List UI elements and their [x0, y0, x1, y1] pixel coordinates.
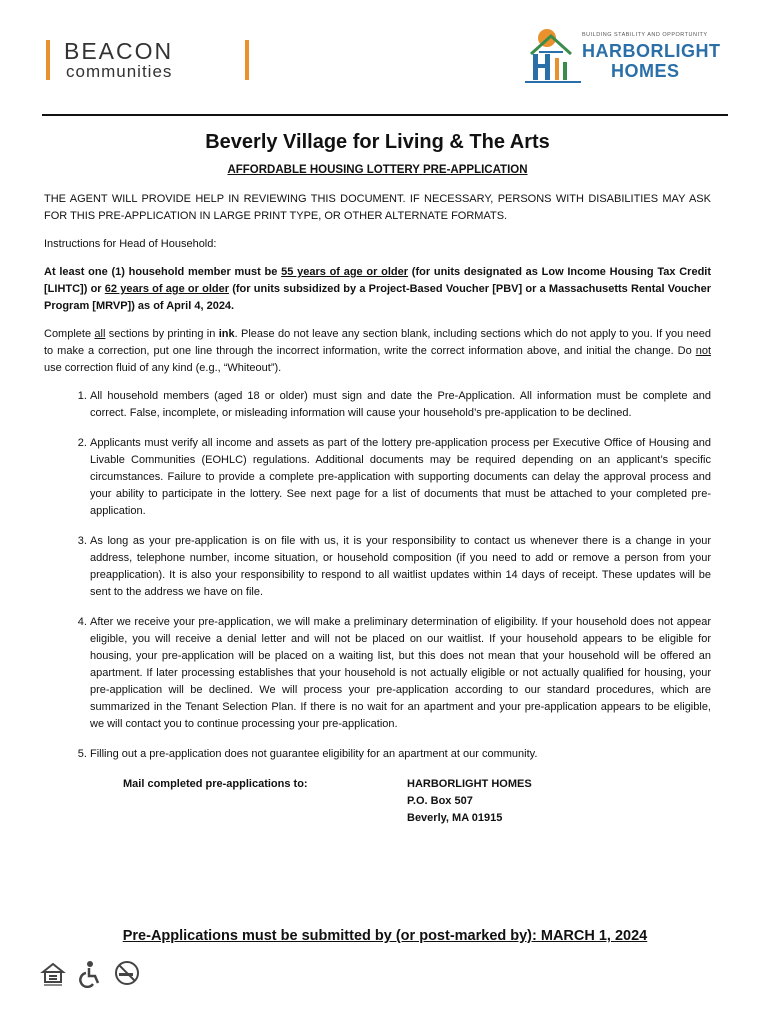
document-title: Beverly Village for Living & The Arts: [205, 131, 550, 153]
logo-bar-right: [245, 40, 249, 80]
complete-ink-emphasis: ink: [218, 328, 235, 340]
list-item: 1. All household members (aged 18 or older) must sign and date the Pre-Application. All information must be complete and correct. False, incomplete, or misleading information will cause your household’s pre-application to be declined.: [90, 388, 711, 422]
harbor-logo-line1: HARBORLIGHT: [582, 41, 721, 61]
list-item: 5. Filling out a pre-application does not guarantee eligibility for an apartment at our community.: [90, 746, 711, 763]
mail-address: [407, 776, 532, 827]
header-divider: [42, 114, 728, 116]
beacon-logo-line2: communities: [66, 62, 173, 81]
document-subtitle: AFFORDABLE HOUSING LOTTERY PRE-APPLICATION: [227, 164, 528, 176]
agent-notice: THE AGENT WILL PROVIDE HELP IN REVIEWING THIS DOCUMENT. IF NECESSARY, PERSONS WITH DISABILITIES MAY ASK FOR THIS PRE-APPLICATION IN LARGE PRINT TYPE, OR OTHER ALTERNATE FORMATS.: [44, 193, 711, 222]
eligibility-text-2: (for units designated as Low Income Housing Tax Credit [LIHTC]) or: [44, 266, 712, 295]
letterhead: [0, 0, 770, 115]
accessibility-icon: [78, 960, 102, 993]
harbor-logo-line2: HOMES: [611, 61, 680, 81]
list-item: 4. After we receive your pre-application, we will make a preliminary determination of eligibility. If your household does not appear eligible, you will receive a denial letter and will not be placed on our waitlist. If your household appears to be eligible for housing, your pre-application will be placed on a waiting list, but this does not mean that your household will be offered an apartment. If later processing establishes that your household is not actually eligible or not actually qualified for housing, your pre-application will be declined. We will process your pre-application according to our standard procedures, which are summarized in the Tenant Selection Plan. If there is no wait for an apartment and your pre-application appears to be eligible, we will contact you to continue processing your pre-application.: [90, 614, 711, 733]
complete-not-emphasis: not: [695, 345, 711, 357]
complete-all-emphasis: all: [94, 328, 106, 340]
complete-text-4: use correction fluid of any kind (e.g., “Whiteout”).: [44, 362, 282, 374]
mail-label: Mail completed pre-applications to:: [123, 778, 308, 790]
complete-text-1: Complete: [44, 328, 95, 340]
harborlight-house-icon: [525, 24, 581, 86]
equal-housing-opportunity-icon: [40, 960, 66, 993]
list-item: 2. Applicants must verify all income and assets as part of the lottery pre-application process per Executive Office of Housing and Livable Communities (EOHLC) regulations. Additional documents may be required depending on an applicant’s specific circumstances. Failure to provide a complete pre-application with supporting documents can delay the approval process and your ability to participate in the lottery. See next page for a list of documents that must be attached to your completed pre-application.: [90, 435, 711, 520]
document-body: [44, 128, 711, 832]
mail-address-line: P.O. Box 507: [407, 795, 473, 807]
complete-instructions-paragraph: [44, 326, 711, 377]
eligibility-text-3: (for units subsidized by a Project-Based Voucher [PBV] or a Massachusetts Rental Voucher Program [MRVP]) as of April 4, 2024.: [44, 283, 711, 312]
age-55-requirement: 55 years of age or older: [281, 266, 409, 278]
harbor-tagline: BUILDING STABILITY AND OPPORTUNITY: [582, 32, 708, 38]
instructions-heading: Instructions for Head of Household:: [44, 238, 217, 250]
list-item: 3. As long as your pre-application is on file with us, it is your responsibility to contact us whenever there is a change in your address, telephone number, income situation, or household composition (if you need to add or remove a person from your preapplication). It is also your responsibility to respond to all waitlist updates within 14 days of receipt. These updates will be sent to the address we have on file.: [90, 533, 711, 601]
logo-bar-left: [46, 40, 50, 80]
mail-address-line: HARBORLIGHT HOMES: [407, 778, 532, 790]
harborlight-homes-logo: [525, 24, 721, 89]
eligibility-text-1: At least one (1) household member must be: [44, 266, 282, 278]
no-smoking-icon: [114, 960, 140, 991]
complete-text-2: sections by printing in: [105, 328, 219, 340]
complete-text-3: . Please do not leave any section blank, including sections which do not apply to you. If you need to make a correction, put one line through the incorrect information, write the correct information above, and initial the change. Do: [44, 328, 712, 357]
age-62-requirement: 62 years of age or older: [104, 283, 230, 295]
instructions-list: [44, 388, 711, 763]
eligibility-paragraph: [44, 264, 711, 315]
beacon-logo-line1: BEACON: [64, 38, 174, 64]
mail-address-line: Beverly, MA 01915: [407, 812, 503, 824]
mailing-info: [44, 776, 711, 832]
submission-deadline: Pre-Applications must be submitted by (or post-marked by): MARCH 1, 2024: [122, 928, 648, 944]
